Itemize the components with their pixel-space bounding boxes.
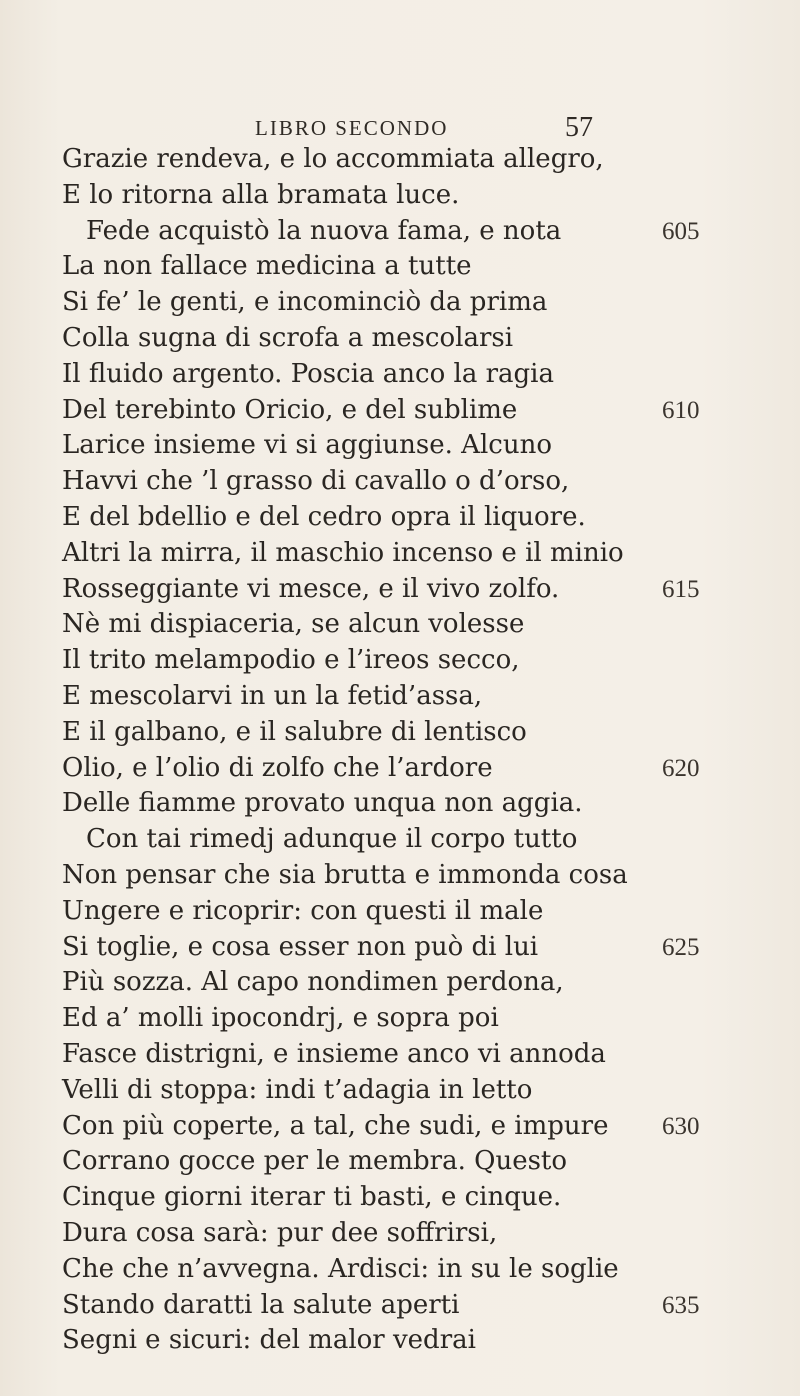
poem-text — [62, 142, 782, 1359]
verse-line — [62, 500, 782, 536]
verse-line — [62, 142, 782, 178]
verse-text: Dura cosa sarà: pur dee soffrirsi, — [62, 1217, 498, 1248]
verse-text: Corrano gocce per le membra. Questo — [62, 1146, 568, 1177]
line-number: 625 — [662, 933, 700, 961]
verse-text: Si toglie, e cosa esser non può di lui — [62, 931, 539, 962]
line-number: 605 — [662, 217, 700, 245]
verse-text: Con tai rimedj adunque il corpo tutto — [86, 824, 578, 855]
verse-line — [62, 786, 782, 822]
verse-line — [62, 1288, 782, 1324]
verse-text: Stando daratti la salute aperti — [62, 1289, 460, 1320]
verse-line — [62, 1109, 782, 1145]
verse-text: Velli di stoppa: indi t’adagia in letto — [62, 1074, 533, 1105]
verse-line — [62, 357, 782, 393]
verse-text: Il trito melampodio e l’ireos secco, — [62, 645, 520, 676]
verse-line — [62, 1001, 782, 1037]
verse-line — [62, 428, 782, 464]
verse-text: Si fe’ le genti, e incominciò da prima — [62, 287, 548, 318]
verse-text: Colla sugna di scrofa a mescolarsi — [62, 322, 514, 353]
verse-text: Più sozza. Al capo nondimen perdona, — [62, 967, 564, 998]
verse-line — [62, 572, 782, 608]
verse-text: Grazie rendeva, e lo accommiata allegro, — [62, 144, 604, 174]
verse-text: E lo ritorna alla bramata luce. — [62, 179, 460, 210]
verse-line — [62, 393, 782, 429]
verse-line — [62, 930, 782, 966]
verse-text: Olio, e l’olio di zolfo che l’ardore — [62, 752, 493, 783]
verse-line — [62, 751, 782, 787]
verse-line — [62, 965, 782, 1001]
verse-text: La non fallace medicina a tutte — [62, 251, 472, 282]
verse-line — [62, 894, 782, 930]
verse-text: Il fluido argento. Poscia anco la ragia — [62, 358, 554, 389]
page-header — [0, 112, 800, 146]
verse-text: Fasce distrigni, e insieme anco vi annoda — [62, 1038, 606, 1069]
line-number: 630 — [662, 1112, 700, 1140]
verse-line — [62, 1073, 782, 1109]
verse-line — [62, 1323, 782, 1359]
page-number: 57 — [565, 112, 593, 143]
verse-line — [62, 464, 782, 500]
verse-line — [62, 1144, 782, 1180]
verse-text: Del terebinto Oricio, e del sublime — [62, 394, 518, 425]
verse-line — [62, 715, 782, 751]
verse-text: Rosseggiante vi mesce, e il vivo zolfo. — [62, 573, 560, 604]
verse-text: Nè mi dispiaceria, se alcun volesse — [62, 609, 525, 640]
verse-text: Havvi che ’l grasso di cavallo o d’orso, — [62, 466, 570, 497]
verse-line — [62, 1180, 782, 1216]
verse-text: Che che n’avvegna. Ardisci: in su le soglie — [62, 1253, 619, 1284]
verse-text: E del bdellio e del cedro opra il liquore. — [62, 501, 586, 532]
running-head: LIBRO SECONDO — [255, 116, 449, 140]
line-number: 620 — [662, 754, 700, 782]
verse-line — [62, 1037, 782, 1073]
verse-text: Fede acquistò la nuova fama, e nota — [86, 215, 562, 246]
verse-text: E mescolarvi in un la fetid’assa, — [62, 680, 483, 711]
verse-line — [62, 1216, 782, 1252]
verse-line — [62, 249, 782, 285]
verse-line — [62, 536, 782, 572]
verse-text: Delle fiamme provato unqua non aggia. — [62, 788, 583, 819]
line-number: 615 — [662, 575, 700, 603]
verse-line — [62, 285, 782, 321]
verse-text: Altri la mirra, il maschio incenso e il minio — [62, 537, 624, 568]
verse-line — [62, 214, 782, 250]
verse-text: Larice insieme vi si aggiunse. Alcuno — [62, 430, 552, 461]
verse-text: Ungere e ricoprir: con questi il male — [62, 895, 544, 926]
verse-line — [62, 822, 782, 858]
verse-text: Con più coperte, a tal, che sudi, e impure — [62, 1110, 609, 1141]
verse-text: E il galbano, e il salubre di lentisco — [62, 716, 527, 747]
verse-text: Segni e sicuri: del malor vedrai — [62, 1325, 476, 1356]
verse-line — [62, 607, 782, 643]
verse-text: Ed a’ molli ipocondrj, e sopra poi — [62, 1003, 499, 1034]
verse-text: Non pensar che sia brutta e immonda cosa — [62, 859, 628, 890]
verse-line — [62, 178, 782, 214]
verse-line — [62, 679, 782, 715]
verse-line — [62, 643, 782, 679]
line-number: 610 — [662, 396, 700, 424]
verse-line — [62, 321, 782, 357]
verse-text: Cinque giorni iterar ti basti, e cinque. — [62, 1182, 562, 1213]
verse-line — [62, 858, 782, 894]
line-number: 635 — [662, 1291, 700, 1319]
verse-line — [62, 1252, 782, 1288]
